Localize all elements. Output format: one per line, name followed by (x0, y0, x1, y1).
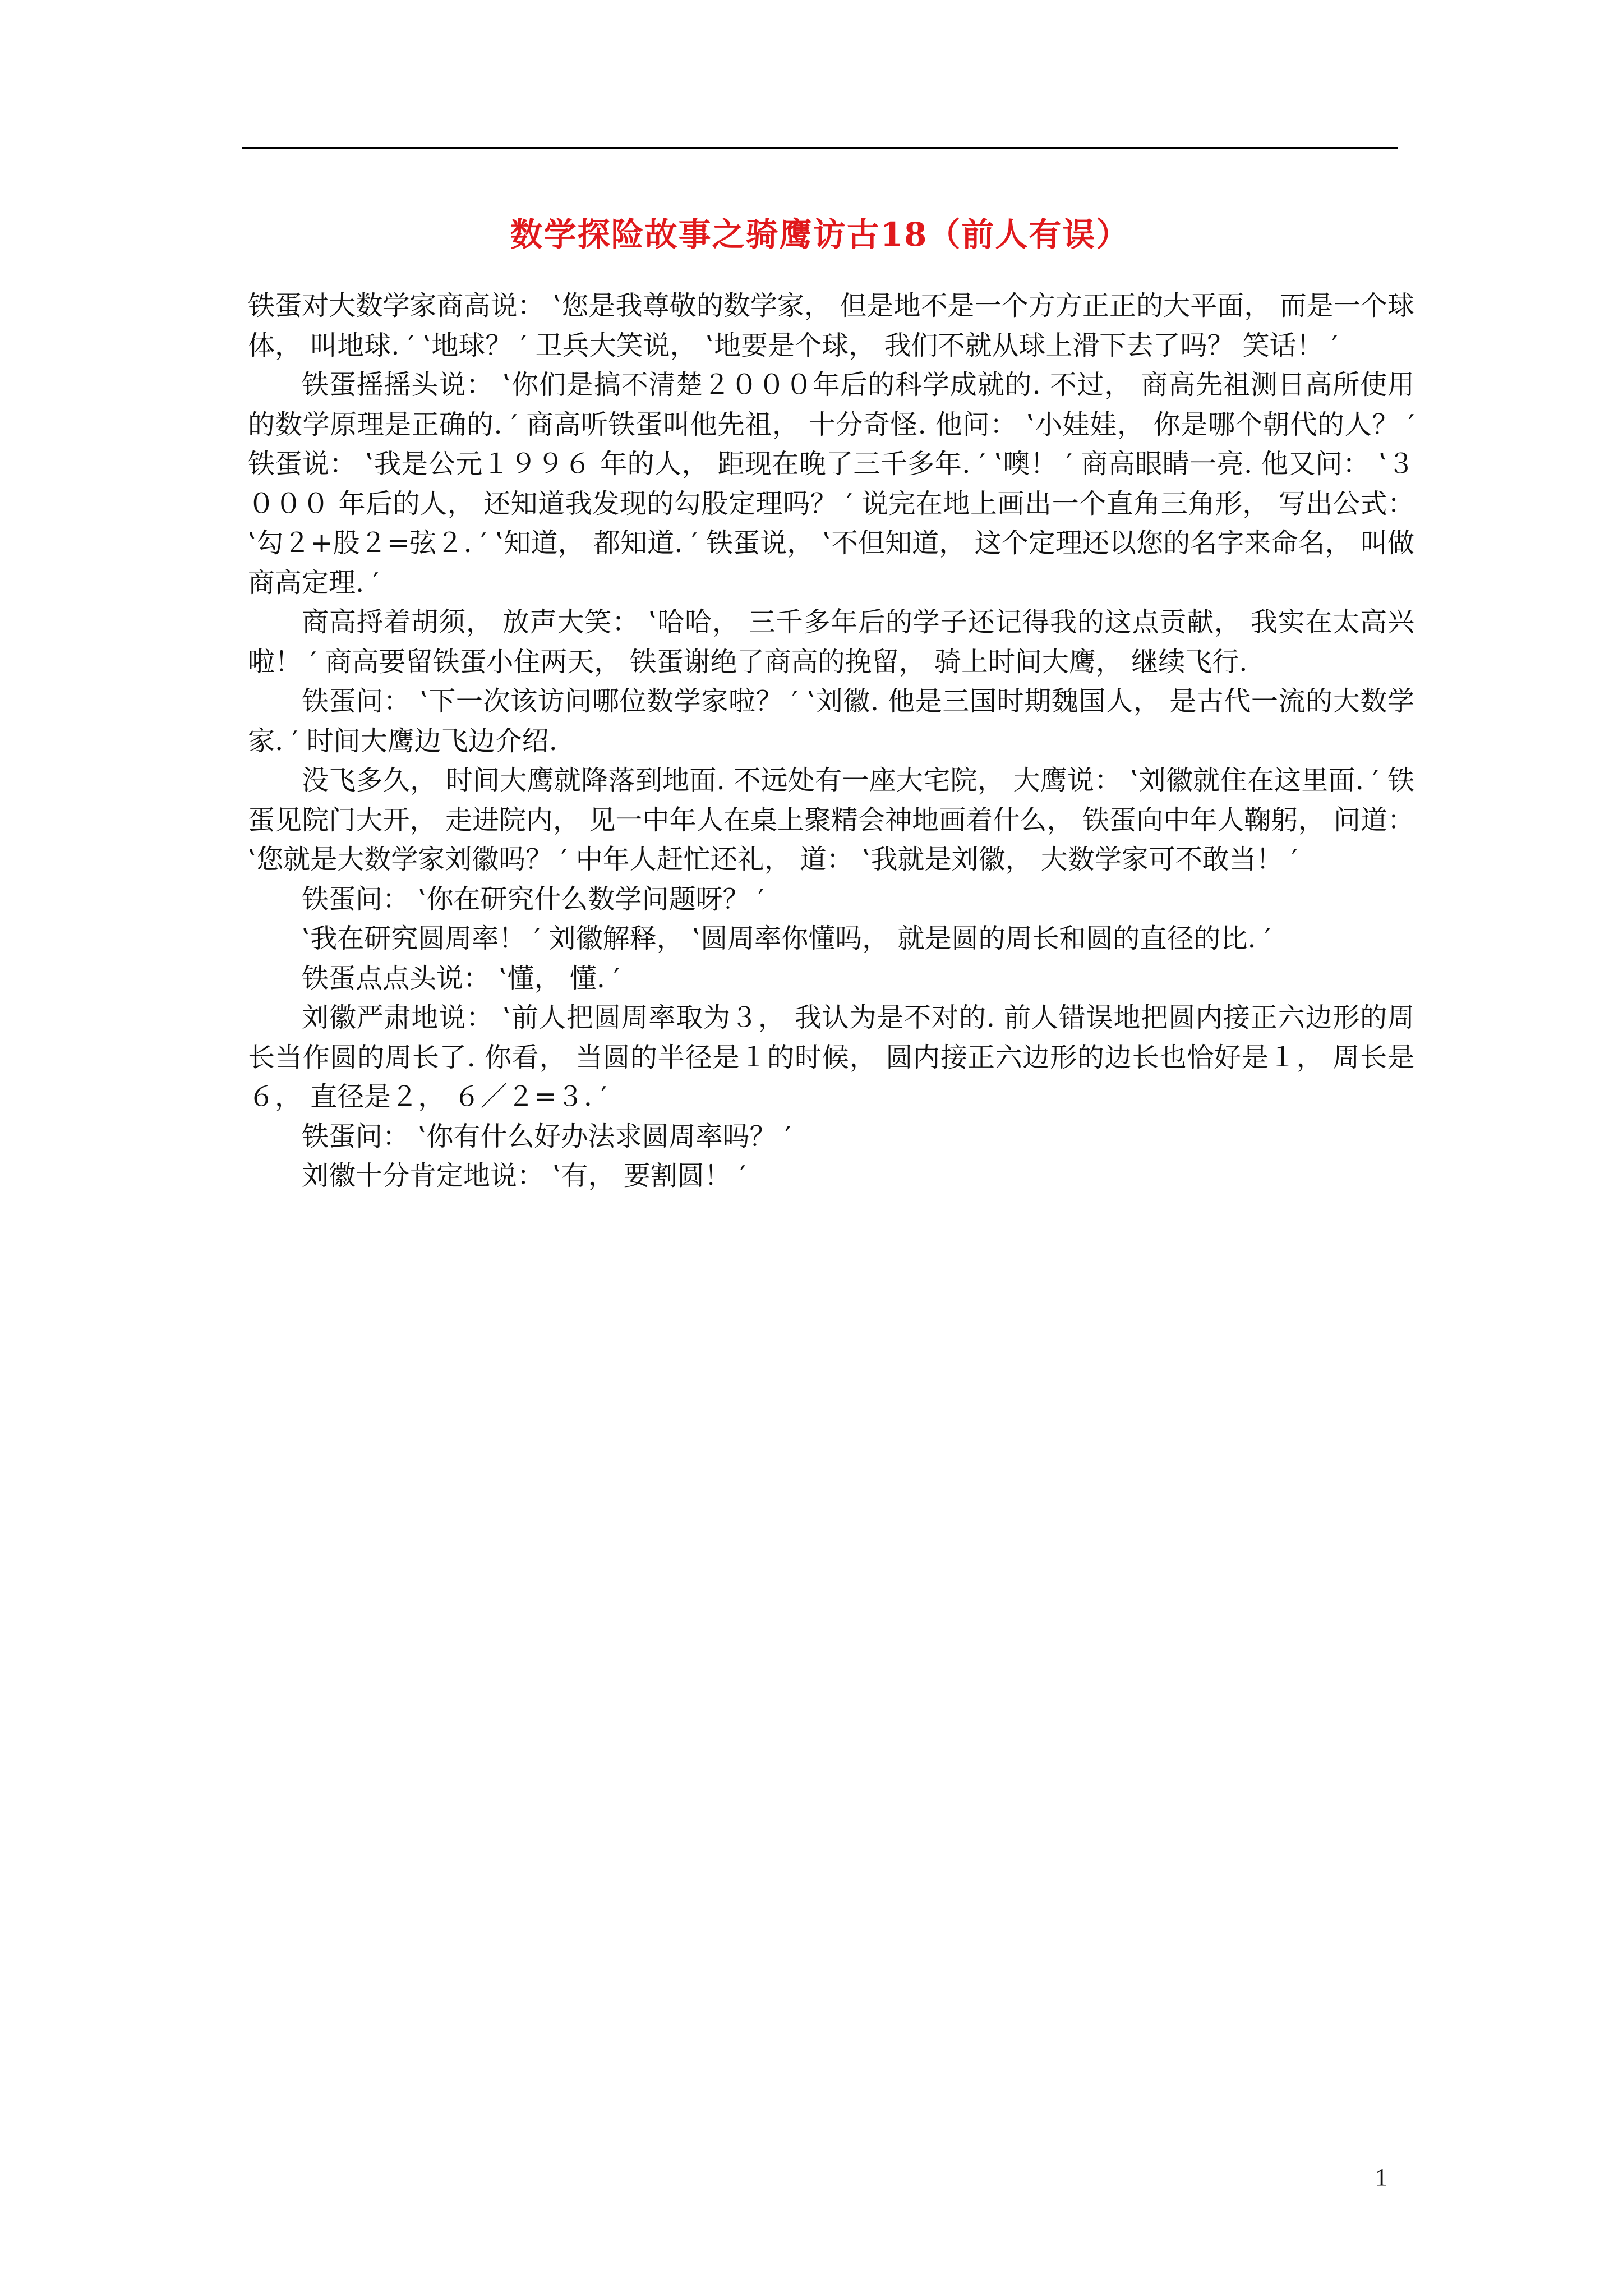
paragraph-10: 铁蛋问： ‛你有什么好办法求圆周率吗？ ′ (302, 1120, 791, 1152)
paragraph-5: 没飞多久， 时间大鹰就降落到地面. 不远处有一座大宅院， 大鹰说： ‛刘徽就住在这里面. ′ 铁蛋见院门大开， 走进院内， 见一中年人在桌上聚精会神地画着什么， 铁蛋向中年人鞠躬， 问道： ‛您就是大数学家刘徽吗？ ′ 中年人赶忙还礼， 道： ‛我就是刘徽， 大数学家可不敢当！ ′ (248, 765, 1423, 875)
paragraph-2: 铁蛋摇摇头说： ‛你们是搞不清楚２０００年后的科学成就的. 不过， 商高先祖测日高所使用的数学原理是正确的. ′ 商高听铁蛋叫他先祖， 十分奇怪. 他问： ‛小娃娃， 你是哪个朝代的人？ ′ 铁蛋说： ‛我是公元１９９６ 年的人， 距现在晚了三千多年. ′ ‛噢！ ′ 商高眼睛一亮. 他又问： ‛３０００ 年后的人， 还知道我发现的勾股定理吗？ ′ 说完在地上画出一个直角三角形， 写出公式： ‛勾２+股２=弦２. ′ ‛知道， 都知道. ′ 铁蛋说， ‛不但知道， 这个定理还以您的名字来命名， 叫做商高定理. ′ (248, 369, 1423, 599)
paragraph-3: 商高捋着胡须， 放声大笑： ‛哈哈， 三千多年后的学子还记得我的这点贡献， 我实在太高兴啦！ ′ 商高要留铁蛋小住两天， 铁蛋谢绝了商高的挽留， 骑上时间大鹰， 继续飞行. (248, 606, 1414, 678)
document-body (248, 286, 1423, 1196)
paragraph-4: 铁蛋问： ‛下一次该访问哪位数学家啦？ ′ ‛刘徽. 他是三国时期魏国人， 是古代一流的大数学家. ′ 时间大鹰边飞边介绍. (248, 685, 1414, 757)
paragraph-7: ‛我在研究圆周率！ ′ 刘徽解释， ‛圆周率你懂吗， 就是圆的周长和圆的直径的比. ′ (302, 923, 1271, 954)
page-number: 1 (1375, 2164, 1387, 2191)
paragraph-11: 刘徽十分肯定地说： ‛有， 要割圆！ ′ (302, 1160, 746, 1191)
header-rule (242, 147, 1398, 149)
paragraph-8: 铁蛋点点头说： ‛懂， 懂. ′ (302, 962, 620, 994)
paragraph-9: 刘徽严肃地说： ‛前人把圆周率取为３， 我认为是不对的. 前人错误地把圆内接正六边形的周长当作圆的周长了. 你看， 当圆的半径是１的时候， 圆内接正六边形的边长也恰好是１， 周长是６， 直径是２， ６／２=３. ′ (248, 1002, 1414, 1112)
document-title: 数学探险故事之骑鹰访古18（前人有误） (510, 215, 1130, 254)
paragraph-1: 铁蛋对大数学家商高说： ‛您是我尊敬的数学家， 但是地不是一个方方正正的大平面， 而是一个球体， 叫地球. ′ ‛地球？ ′ 卫兵大笑说， ‛地要是个球， 我们不就从球上滑下去了吗？ 笑话！ ′ (248, 290, 1414, 361)
paragraph-6: 铁蛋问： ‛你在研究什么数学问题呀？ ′ (302, 883, 764, 915)
